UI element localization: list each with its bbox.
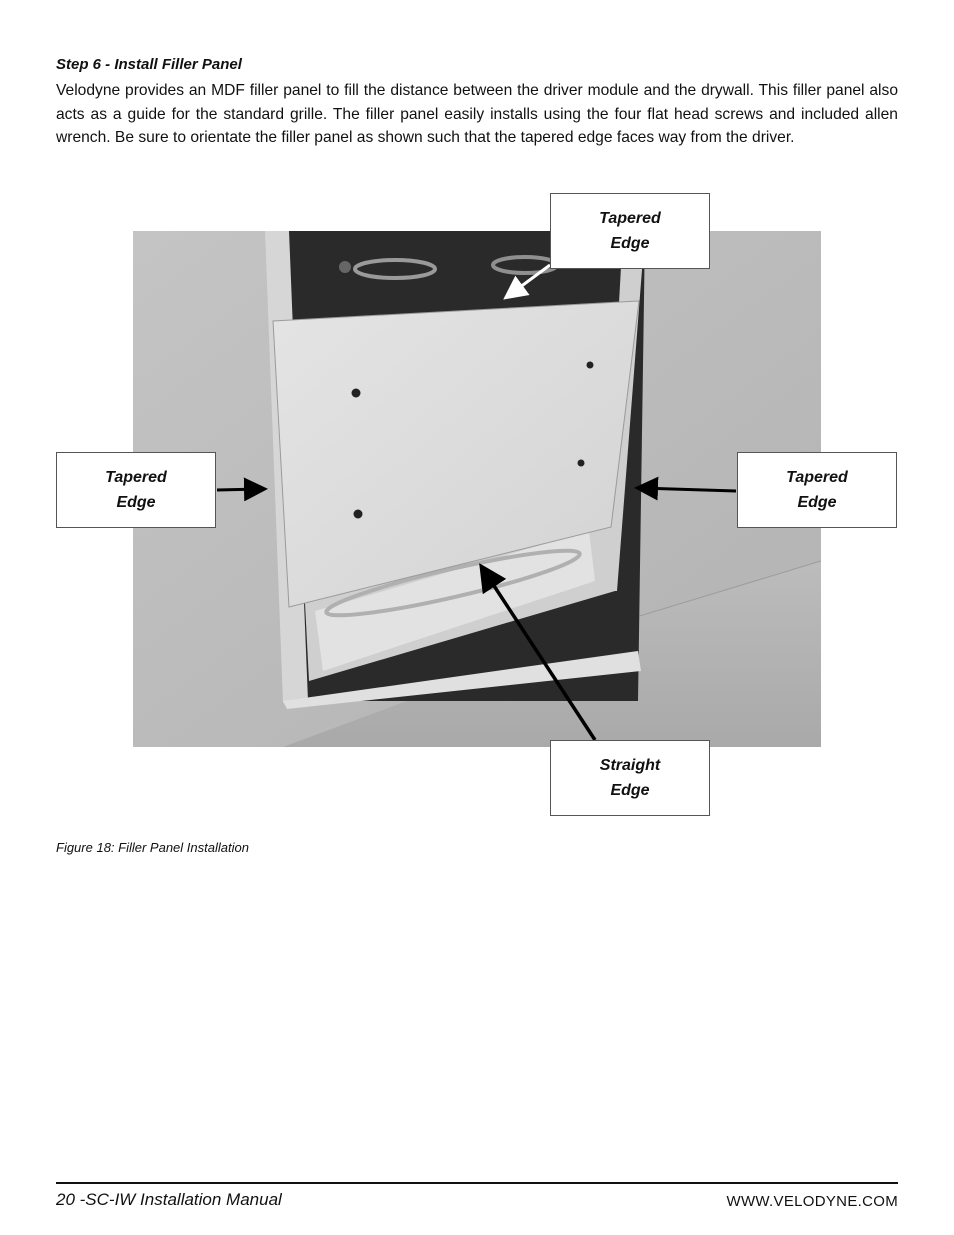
figure-caption: Figure 18: Filler Panel Installation: [56, 840, 249, 855]
footer-website: WWW.VELODYNE.COM: [726, 1193, 898, 1210]
footer-manual-title: 20 -SC-IW Installation Manual: [56, 1190, 282, 1209]
footer-rule: [56, 1182, 898, 1184]
callout-right-line2: Edge: [797, 494, 837, 511]
callout-top-line1: Tapered: [599, 210, 661, 227]
callout-top-line2: Edge: [610, 235, 650, 252]
callout-bottom-straight-edge: [550, 740, 710, 816]
callout-left-tapered-edge: [56, 452, 216, 528]
body-paragraph: Velodyne provides an MDF filler panel to fill the distance between the driver module and the drywall. This filler panel also acts as a guide for the standard grille. The filler panel easily installs using the four flat head screws and included allen wrench. Be sure to orientate the filler panel as shown such that the tapered edge faces way from the driver.: [56, 82, 898, 146]
step-title: Step 6 - Install Filler Panel: [56, 56, 242, 73]
callout-left-line1: Tapered: [105, 469, 167, 486]
filler-panel-photo: [133, 231, 821, 747]
callout-left-line2: Edge: [116, 494, 156, 511]
callout-right-line1: Tapered: [786, 469, 848, 486]
callout-bottom-line2: Edge: [610, 782, 650, 799]
callout-bottom-line1: Straight: [599, 757, 661, 774]
callout-top-tapered-edge: [550, 193, 710, 269]
callout-right-tapered-edge: [737, 452, 897, 528]
